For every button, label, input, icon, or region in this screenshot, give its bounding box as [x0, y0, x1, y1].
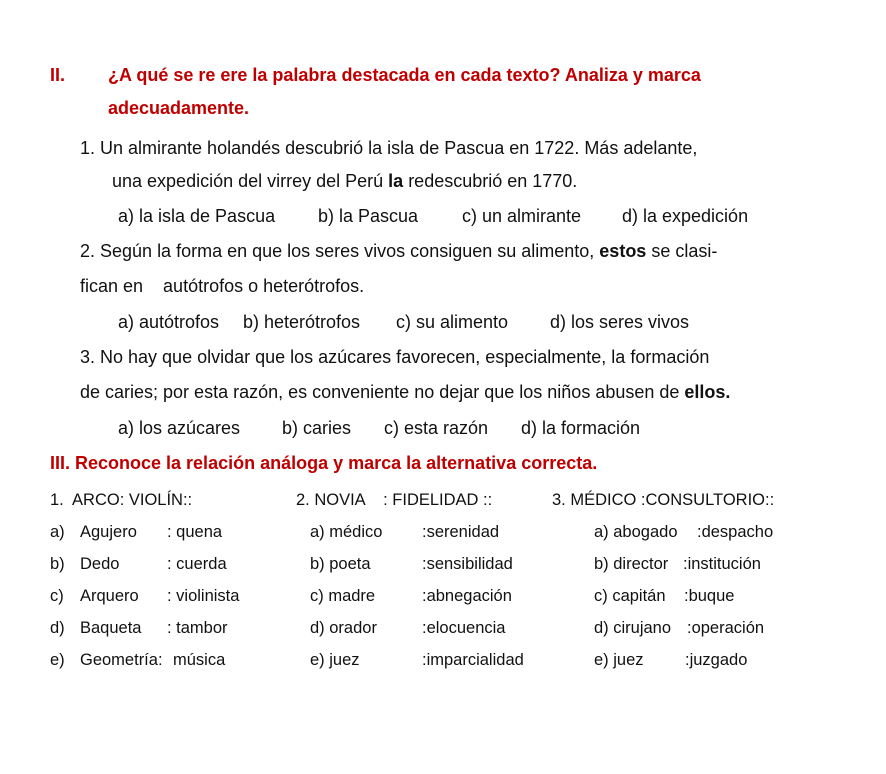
q1-text-line1: 1. Un almirante holandés descubrió la isla de Pascua en 1722. Más adelante, — [80, 138, 698, 158]
analogy-3-option-d-term[interactable]: d) cirujano — [594, 619, 672, 637]
q1-option-d[interactable]: d) la expedición — [622, 206, 749, 226]
q2-option-d[interactable]: d) los seres vivos — [550, 312, 690, 332]
analogy-2-option-e-pair[interactable]: :imparcialidad — [422, 651, 524, 669]
q1-text-line2-post: redescubrió en 1770. — [403, 171, 578, 191]
analogy-1-option-a-letter[interactable]: a) — [50, 523, 65, 541]
q3-highlighted-word: ellos. — [684, 382, 731, 402]
analogy-3-option-c-pair[interactable]: :buque — [684, 587, 735, 605]
analogy-1-option-b-pair[interactable]: : cuerda — [167, 555, 227, 573]
analogy-1-option-b-letter[interactable]: b) — [50, 555, 65, 573]
section-2-heading-line2: adecuadamente. — [108, 98, 250, 118]
analogy-1-option-e-term[interactable]: Geometría: — [80, 651, 163, 669]
q1-option-c[interactable]: c) un almirante — [462, 206, 582, 226]
analogy-1-option-a-term[interactable]: Agujero — [80, 523, 137, 541]
q3-option-d[interactable]: d) la formación — [521, 418, 641, 438]
analogy-2-option-d-pair[interactable]: :elocuencia — [422, 619, 506, 637]
q2-text-line1 — [80, 240, 717, 262]
analogy-3-option-a-term[interactable]: a) abogado — [594, 523, 678, 541]
q1-text-line2 — [112, 170, 577, 192]
q3-option-a[interactable]: a) los azúcares — [118, 418, 241, 438]
analogy-1-title — [50, 489, 192, 511]
analogy-2-title: 2. NOVIA : FIDELIDAD :: — [296, 491, 493, 509]
analogy-1-option-d-letter[interactable]: d) — [50, 619, 65, 637]
analogy-3-option-b-term[interactable]: b) director — [594, 555, 669, 573]
analogy-2-option-a-term[interactable]: a) médico — [310, 523, 383, 541]
q3-text-line1: 3. No hay que olvidar que los azúcares favorecen, especialmente, la formación — [80, 347, 710, 367]
analogy-3-option-a-pair[interactable]: :despacho — [697, 523, 774, 541]
q3-option-b[interactable]: b) caries — [282, 418, 352, 438]
q2-option-c[interactable]: c) su alimento — [396, 312, 509, 332]
analogy-3-option-c-term[interactable]: c) capitán — [594, 587, 666, 605]
section-2-number: II. — [50, 65, 66, 85]
analogy-2-option-b-pair[interactable]: :sensibilidad — [422, 555, 513, 573]
analogy-1-option-a-pair[interactable]: : quena — [167, 523, 223, 541]
analogy-2-option-c-term[interactable]: c) madre — [310, 587, 376, 605]
analogy-2-option-e-term[interactable]: e) juez — [310, 651, 360, 669]
q1-option-a[interactable]: a) la isla de Pascua — [118, 206, 276, 226]
q2-text-line1-pre: 2. Según la forma en que los seres vivos consiguen su alimento, — [80, 241, 600, 261]
q1-highlighted-word: la — [388, 171, 404, 191]
q2-option-b[interactable]: b) heterótrofos — [243, 312, 361, 332]
analogy-1-option-b-term[interactable]: Dedo — [80, 555, 120, 573]
q2-text-line2: fican en autótrofos o heterótrofos. — [80, 276, 365, 296]
q3-text-line2 — [80, 381, 730, 403]
analogy-2-option-c-pair[interactable]: :abnegación — [422, 587, 512, 605]
q2-option-a[interactable]: a) autótrofos — [118, 312, 220, 332]
analogy-1-option-d-pair[interactable]: : tambor — [167, 619, 228, 637]
analogy-3-title: 3. MÉDICO :CONSULTORIO:: — [552, 491, 775, 509]
analogy-1-option-d-term[interactable]: Baqueta — [80, 619, 142, 637]
q1-option-b[interactable]: b) la Pascua — [318, 206, 419, 226]
q1-text-line2-pre: una expedición del virrey del Perú — [112, 171, 389, 191]
analogy-1-option-c-letter[interactable]: c) — [50, 587, 64, 605]
analogy-1-option-e-pair[interactable]: música — [173, 651, 226, 669]
q2-text-line1-post: se clasi- — [646, 241, 718, 261]
analogy-3-option-e-term[interactable]: e) juez — [594, 651, 644, 669]
analogy-2-option-a-pair[interactable]: :serenidad — [422, 523, 500, 541]
analogy-2-option-d-term[interactable]: d) orador — [310, 619, 377, 637]
analogy-1-title-text: 1. ARCO: VIOLÍN:: — [50, 491, 193, 509]
analogy-3-option-d-pair[interactable]: :operación — [687, 619, 765, 637]
analogy-1-option-c-term[interactable]: Arquero — [80, 587, 139, 605]
analogy-3-option-e-pair[interactable]: :juzgado — [685, 651, 748, 669]
q2-highlighted-word: estos — [599, 241, 647, 261]
analogy-1-option-c-pair[interactable]: : violinista — [167, 587, 240, 605]
analogy-2-option-b-term[interactable]: b) poeta — [310, 555, 371, 573]
section-3-heading: III. Reconoce la relación análoga y marca la alternativa correcta. — [50, 453, 598, 473]
q3-text-line2-pre: de caries; por esta razón, es conveniente no dejar que los niños abusen de — [80, 382, 685, 402]
q3-option-c[interactable]: c) esta razón — [384, 418, 489, 438]
analogy-1-option-e-letter[interactable]: e) — [50, 651, 65, 669]
analogy-3-option-b-pair[interactable]: :institución — [683, 555, 761, 573]
section-2-heading-line1: ¿A qué se re ere la palabra destacada en cada texto? Analiza y marca — [108, 65, 701, 85]
